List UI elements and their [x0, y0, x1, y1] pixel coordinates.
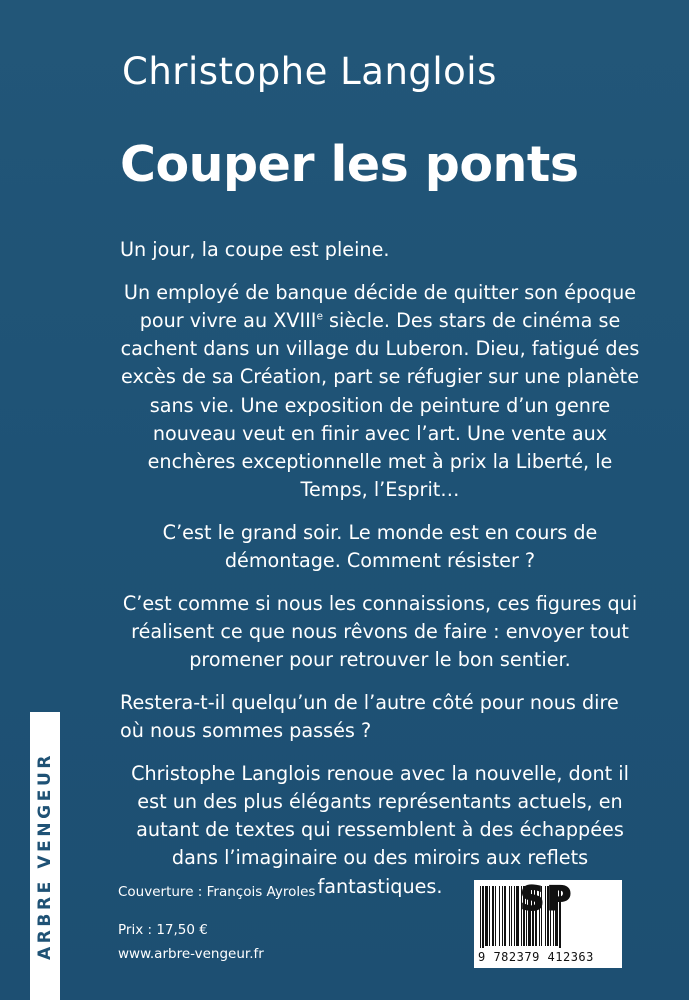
blurb-paragraph: C’est comme si nous les connaissions, ces figures qui réalisent ce que nous rêvons de faire : envoyer tout promener pour retrouver le bon sentier.	[122, 591, 638, 672]
blurb-paragraph: Un jour, la coupe est pleine.	[120, 238, 390, 261]
publisher-logo-strip	[30, 712, 60, 1000]
blurb-text: Un employé de banque décide de quitter son époque pour vivre au XVIIIe siècle. Des stars de cinéma se cachent dans un village du Luberon. Dieu, fatigué des excès de sa Création, part se réfugier sur une planète sans vie. Une exposition de peinture d’un genre nouveau veut en finir avec l’art. Une vente aux enchères exceptionnelle met à prix la Liberté, le Temps, l’Esprit…	[120, 280, 640, 502]
isbn-number: 9 782379 412363	[478, 950, 594, 964]
price-stamp: SP	[520, 879, 574, 919]
book-title: Couper les ponts	[120, 136, 579, 193]
blurb-paragraph	[120, 279, 640, 505]
barcode	[474, 880, 622, 968]
blurb-paragraph: Christophe Langlois renoue avec la nouvelle, dont il est un des plus élégants représentants actuels, en autant de textes qui ressemblent à des échappées dans l’imaginaire ou des miroirs aux reflets fantastiques.	[131, 761, 629, 898]
blurb-paragraph: C’est le grand soir. Le monde est en cours de démontage. Comment résister ?	[162, 520, 598, 573]
publisher-logo-text: ARBRE VENGEUR	[35, 751, 55, 961]
blurb	[120, 236, 640, 919]
cover-credit: Couverture : François Ayroles	[118, 884, 316, 900]
blurb-paragraph: Restera-t-il quelqu’un de l’autre côté pour nous dire où nous sommes passés ?	[120, 690, 619, 743]
price-label: Prix : 17,50 €	[118, 922, 208, 938]
author-name: Christophe Langlois	[122, 50, 497, 93]
publisher-website: www.arbre-vengeur.fr	[118, 946, 264, 962]
